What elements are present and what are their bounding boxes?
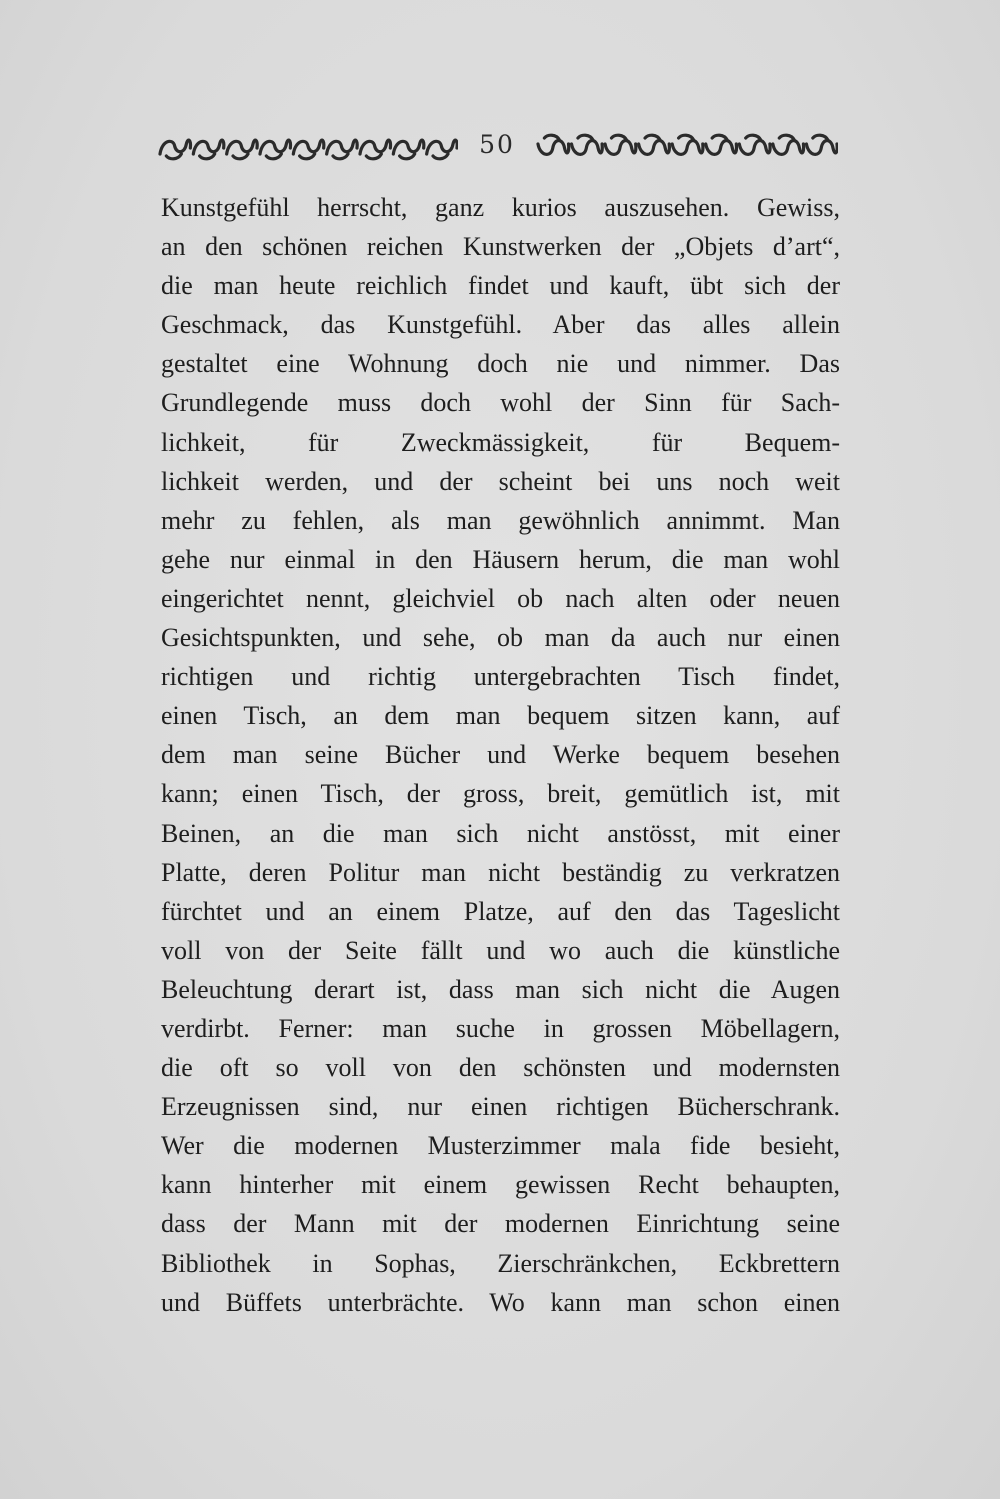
body-text bbox=[161, 188, 840, 1322]
ornament-scroll bbox=[427, 140, 458, 159]
text-line: die oft so voll von den schönsten und modernsten bbox=[161, 1053, 840, 1083]
text-line: lichkeit werden, und der scheint bei uns noch weit bbox=[161, 466, 840, 496]
ornament-scroll bbox=[572, 135, 603, 154]
text-line: einen Tisch, an dem man bequem sitzen kann, auf bbox=[161, 701, 840, 731]
text-line: Platte, deren Politur man nicht beständig zu verkratzen bbox=[161, 857, 840, 887]
text-line: richtigen und richtig untergebrachten Tisch findet, bbox=[161, 662, 840, 692]
ornament-scroll bbox=[193, 140, 224, 159]
text-line: kann; einen Tisch, der gross, breit, gemütlich ist, mit bbox=[161, 779, 840, 809]
ornament-scroll bbox=[806, 135, 837, 154]
text-line: Kunstgefühl herrscht, ganz kurios auszusehen. Gewiss, bbox=[161, 193, 840, 222]
text-line: Wer die modernen Musterzimmer mala fide besieht, bbox=[161, 1131, 840, 1161]
ornament-scroll bbox=[639, 135, 670, 154]
text-line: Beinen, an die man sich nicht anstösst, mit einer bbox=[161, 818, 840, 848]
text-line: verdirbt. Ferner: man suche in grossen Möbellagern, bbox=[161, 1013, 840, 1043]
text-line: mehr zu fehlen, als man gewöhnlich annimmt. Man bbox=[161, 505, 840, 535]
text-line: Beleuchtung derart ist, dass man sich nicht die Augen bbox=[161, 974, 840, 1004]
page-number: 50 bbox=[479, 130, 515, 159]
text-line: gehe nur einmal in den Häusern herum, die man wohl bbox=[161, 544, 840, 574]
text-line: fürchtet und an einem Platze, auf den das Tageslicht bbox=[161, 896, 840, 926]
ornament-scroll bbox=[327, 140, 358, 159]
text-line: und Büffets unterbrächte. Wo kann man schon einen bbox=[161, 1287, 840, 1317]
text-line: Erzeugnissen sind, nur einen richtigen Bücherschrank. bbox=[161, 1092, 840, 1122]
text-line: voll von der Seite fällt und wo auch die künstliche bbox=[161, 935, 840, 965]
text-line: lichkeit, für Zweckmässigkeit, für Bequem- bbox=[161, 427, 840, 457]
ornament-scroll bbox=[605, 135, 636, 154]
ornament-scroll bbox=[160, 140, 191, 159]
ornament-scroll bbox=[260, 140, 291, 159]
text-line: kann hinterher mit einem gewissen Recht behaupten, bbox=[161, 1170, 840, 1200]
text-line: eingerichtet nennt, gleichviel ob nach alten oder neuen bbox=[161, 583, 840, 613]
text-line: Gesichtspunkten, und sehe, ob man da auch nur einen bbox=[161, 623, 840, 653]
ornament-border-icon bbox=[536, 132, 838, 162]
text-line: Grundlegende muss doch wohl der Sinn für Sach- bbox=[161, 388, 840, 418]
text-line: Geschmack, das Kunstgefühl. Aber das alles allein bbox=[161, 310, 840, 340]
text-line: dass der Mann mit der modernen Einrichtung seine bbox=[161, 1209, 840, 1239]
ornament-border-icon bbox=[158, 132, 458, 162]
text-line: an den schönen reichen Kunstwerken der „Objets d’art“, bbox=[161, 232, 840, 262]
page-header bbox=[158, 128, 842, 164]
ornament-scroll bbox=[227, 140, 258, 159]
ornament-scroll bbox=[538, 135, 569, 154]
text-line: Bibliothek in Sophas, Zierschränkchen, Eckbrettern bbox=[161, 1248, 840, 1278]
text-line: die man heute reichlich findet und kauft, übt sich der bbox=[161, 271, 840, 301]
ornament-scroll bbox=[393, 140, 424, 159]
ornament-scroll bbox=[739, 135, 770, 154]
ornament-scroll bbox=[773, 135, 804, 154]
ornament-scroll bbox=[360, 140, 391, 159]
ornament-scroll bbox=[706, 135, 737, 154]
ornament-scroll bbox=[672, 135, 703, 154]
text-line: dem man seine Bücher und Werke bequem besehen bbox=[161, 740, 840, 770]
text-line: gestaltet eine Wohnung doch nie und nimmer. Das bbox=[161, 349, 840, 379]
ornament-scroll bbox=[293, 140, 324, 159]
